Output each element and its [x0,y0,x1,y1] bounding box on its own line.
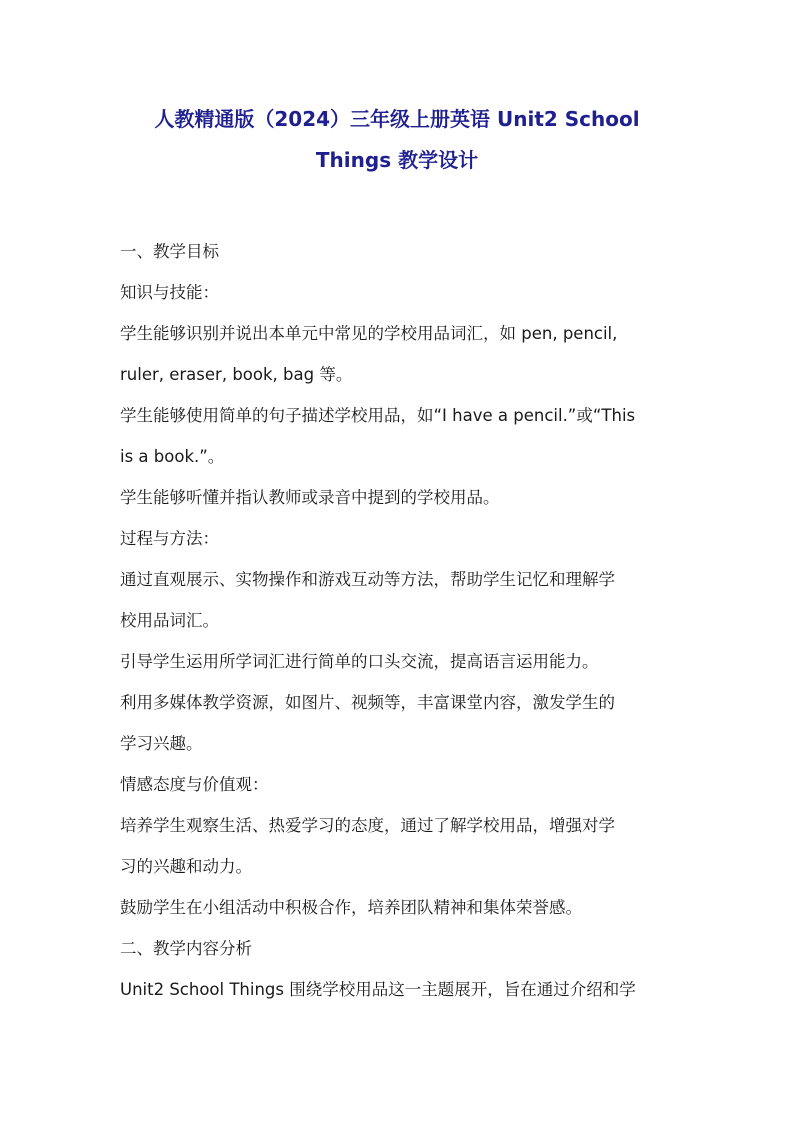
body-line: 鼓励学生在小组活动中积极合作，培养团队精神和集体荣誉感。 [120,898,582,917]
document-title-line-1: 人教精通版（2024）三年级上册英语 Unit2 School [154,107,640,131]
body-line: 学习兴趣。 [120,734,203,753]
document-body [120,231,680,1010]
subheading-process-methods: 过程与方法： [120,529,219,548]
body-line: 习的兴趣和动力。 [120,857,252,876]
body-line: 引导学生运用所学词汇进行简单的口头交流，提高语言运用能力。 [120,652,599,671]
body-line: is a book.”。 [120,447,225,466]
body-line: 学生能够识别并说出本单元中常见的学校用品词汇，如 pen, pencil, [120,324,618,343]
section-heading-content-analysis: 二、教学内容分析 [120,939,252,958]
body-line: Unit2 School Things 围绕学校用品这一主题展开，旨在通过介绍和学 [120,980,636,999]
body-line: 学生能够听懂并指认教师或录音中提到的学校用品。 [120,488,500,507]
section-heading-teaching-objectives: 一、教学目标 [120,242,219,261]
body-line: 培养学生观察生活、热爱学习的态度，通过了解学校用品，增强对学 [120,816,615,835]
body-line: 学生能够使用简单的句子描述学校用品，如“I have a pencil.”或“This [120,406,636,425]
subheading-emotion-values: 情感态度与价值观： [120,775,269,794]
subheading-knowledge-skills: 知识与技能： [120,283,219,302]
document-title-line-2: Things 教学设计 [315,148,479,172]
body-line: ruler, eraser, book, bag 等。 [120,365,353,384]
body-line: 利用多媒体教学资源，如图片、视频等，丰富课堂内容，激发学生的 [120,693,615,712]
body-line: 校用品词汇。 [120,611,219,630]
body-line: 通过直观展示、实物操作和游戏互动等方法，帮助学生记忆和理解学 [120,570,615,589]
